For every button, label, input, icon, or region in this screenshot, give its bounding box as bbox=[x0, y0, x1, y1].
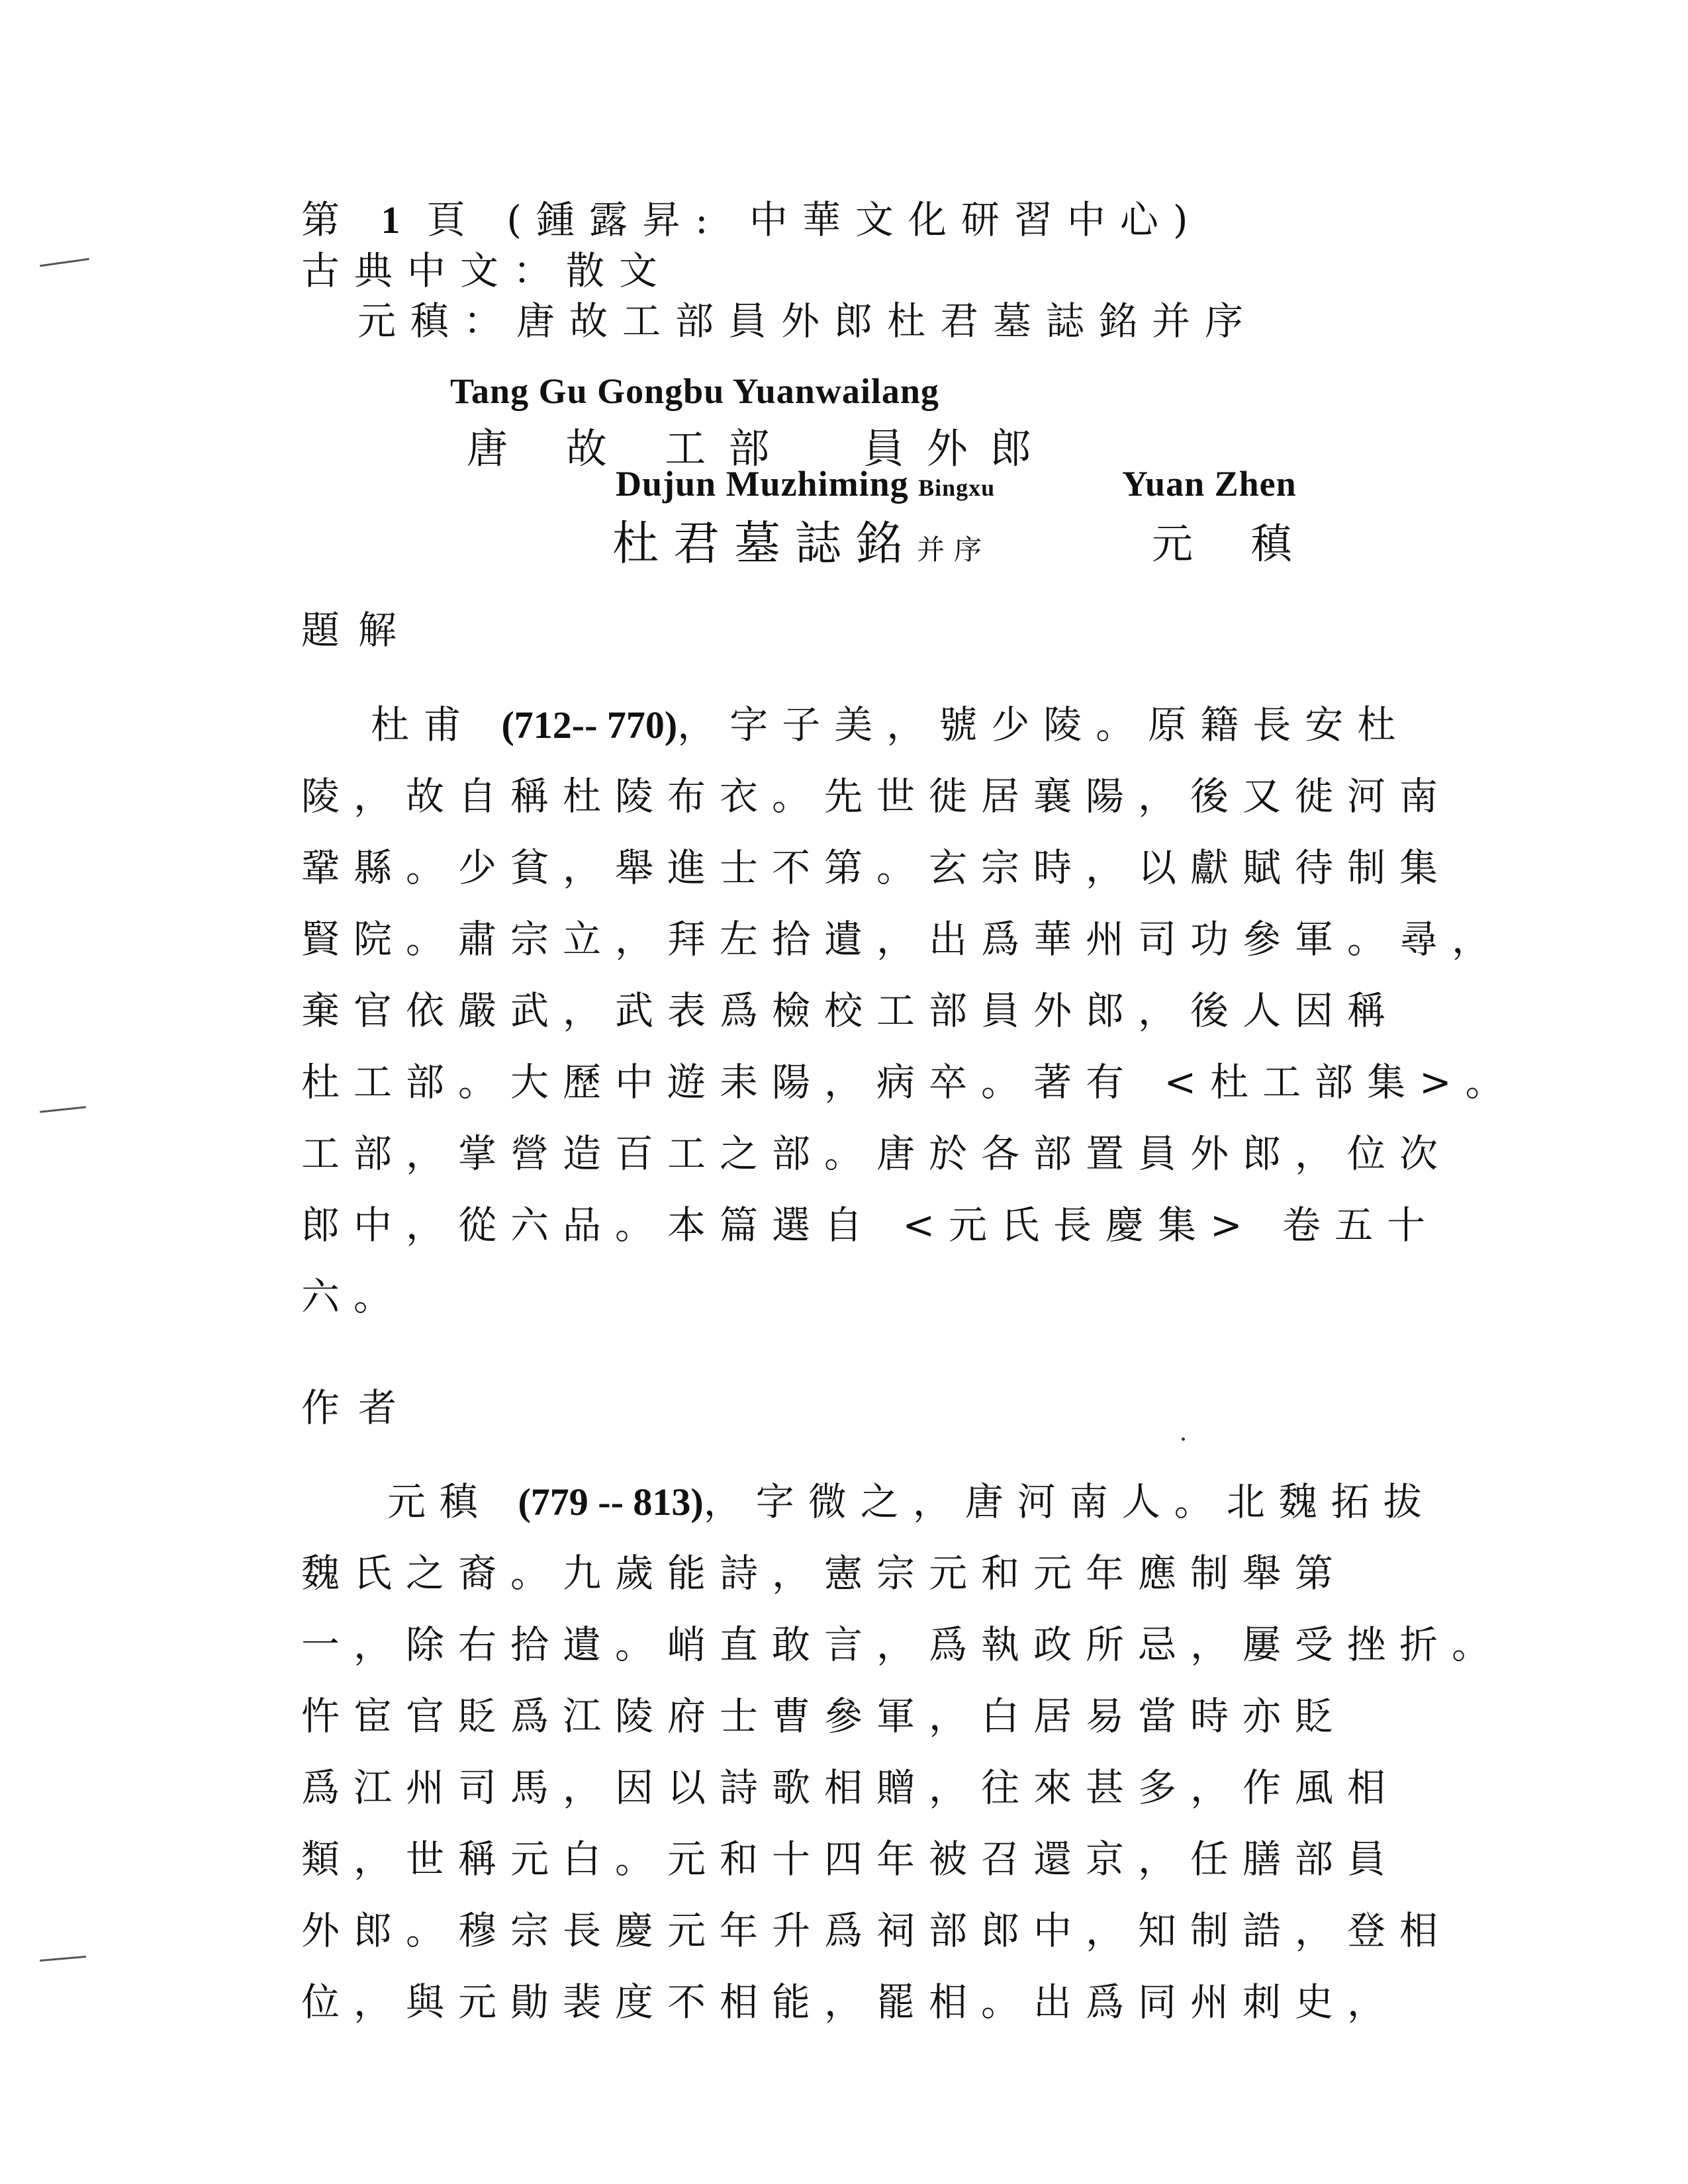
header-prefix: 第 bbox=[301, 197, 355, 242]
text-line bbox=[301, 1685, 1347, 1741]
section-heading-author: 作者 bbox=[301, 1385, 416, 1430]
text-segment: 賢院。肅宗立，拜左拾遺，出爲華州司功參軍。尋， bbox=[301, 917, 1505, 962]
title-pinyin-2 bbox=[616, 463, 995, 504]
text-segment: 類，世稱元白。元和十四年被召還京，任膳部員 bbox=[301, 1837, 1400, 1882]
text-line bbox=[301, 1614, 1504, 1669]
title-hanzi-1: 唐 故 工部 員外郎 bbox=[467, 424, 1054, 473]
header-source: 頁 (鍾露昇: 中華文化研習中心) bbox=[426, 197, 1203, 242]
text-segment: 外郎。穆宗長慶元年升爲祠部郎中，知制誥，登相 bbox=[301, 1908, 1452, 1953]
text-segment: 六。 bbox=[301, 1274, 406, 1319]
text-line bbox=[301, 1194, 1439, 1250]
text-line bbox=[301, 1971, 1399, 2026]
text-segment: 元稹 bbox=[387, 1479, 518, 1524]
page-header-line2: 古典中文：散文 bbox=[301, 248, 673, 293]
scan-mark bbox=[40, 258, 89, 267]
text-segment: 郎中，從六品。本篇選自 <元氏長慶集> 卷五十 bbox=[301, 1203, 1440, 1248]
title-hanzi-2 bbox=[612, 506, 991, 573]
text-segment: 忤宦官貶爲江陵府士曹參軍，白居易當時亦貶 bbox=[301, 1694, 1348, 1739]
text-segment: 棄官依嚴武，武表爲檢校工部員外郎，後人因稱 bbox=[301, 988, 1400, 1033]
text-line bbox=[371, 694, 1409, 749]
pinyin-dujun-muzhiming: Dujun Muzhiming bbox=[616, 464, 909, 504]
title-main-hanzi: 杜君墓誌銘 bbox=[612, 516, 917, 570]
text-segment: ，字子美，號少陵。原籍長安杜 bbox=[677, 702, 1410, 747]
text-line bbox=[387, 1471, 1436, 1526]
author-pinyin: Yuan Zhen bbox=[1122, 464, 1297, 504]
document-title: 元稹：唐故工部員外郎杜君墓誌銘并序 bbox=[357, 298, 1258, 343]
date-range: (779 -- 813) bbox=[518, 1480, 704, 1524]
text-line bbox=[301, 908, 1504, 964]
text-segment: 杜工部。大歷中遊耒陽，病卒。著有 <杜工部集>。 bbox=[301, 1060, 1518, 1105]
text-segment: 一，除右拾遺。峭直敢言，爲執政所忌，屢受挫折。 bbox=[301, 1622, 1505, 1667]
section-heading-explanation: 題解 bbox=[301, 608, 416, 653]
text-line bbox=[301, 1122, 1452, 1178]
page-header-line1 bbox=[301, 189, 1203, 244]
text-line bbox=[301, 837, 1452, 892]
scan-mark bbox=[40, 1106, 86, 1113]
text-line bbox=[301, 979, 1399, 1035]
text-line bbox=[301, 765, 1452, 821]
text-segment: 爲江州司馬，因以詩歌相贈，往來甚多，作風相 bbox=[301, 1765, 1400, 1810]
page-number: 1 bbox=[381, 199, 400, 242]
text-line bbox=[301, 1051, 1518, 1107]
author-hanzi: 元 稹 bbox=[1152, 520, 1315, 568]
text-line bbox=[301, 1756, 1399, 1812]
text-line bbox=[301, 1828, 1399, 1884]
date-range: (712-- 770) bbox=[501, 704, 678, 747]
scan-dot bbox=[1182, 1437, 1185, 1441]
text-line bbox=[301, 1899, 1452, 1955]
text-segment: 鞏縣。少貧，舉進士不第。玄宗時，以獻賦待制集 bbox=[301, 845, 1452, 890]
text-segment: 魏氏之裔。九歲能詩，憲宗元和元年應制舉第 bbox=[301, 1551, 1348, 1596]
title-pinyin-1: Tang Gu Gongbu Yuanwailang bbox=[450, 371, 939, 411]
text-segment: 位，與元勛裴度不相能，罷相。出爲同州刺史， bbox=[301, 1979, 1400, 2025]
title-subtitle-hanzi: 并序 bbox=[917, 533, 992, 566]
text-segment: 杜甫 bbox=[371, 702, 502, 747]
text-line bbox=[301, 1542, 1347, 1598]
scan-mark bbox=[40, 1956, 86, 1962]
text-segment: 陵，故自稱杜陵布衣。先世徙居襄陽，後又徙河南 bbox=[301, 774, 1452, 819]
text-line bbox=[301, 1265, 406, 1321]
text-segment: ，字微之，唐河南人。北魏拓拔 bbox=[703, 1479, 1436, 1524]
pinyin-bingxu: Bingxu bbox=[918, 475, 996, 501]
text-segment: 工部，掌營造百工之部。唐於各部置員外郎，位次 bbox=[301, 1131, 1452, 1176]
